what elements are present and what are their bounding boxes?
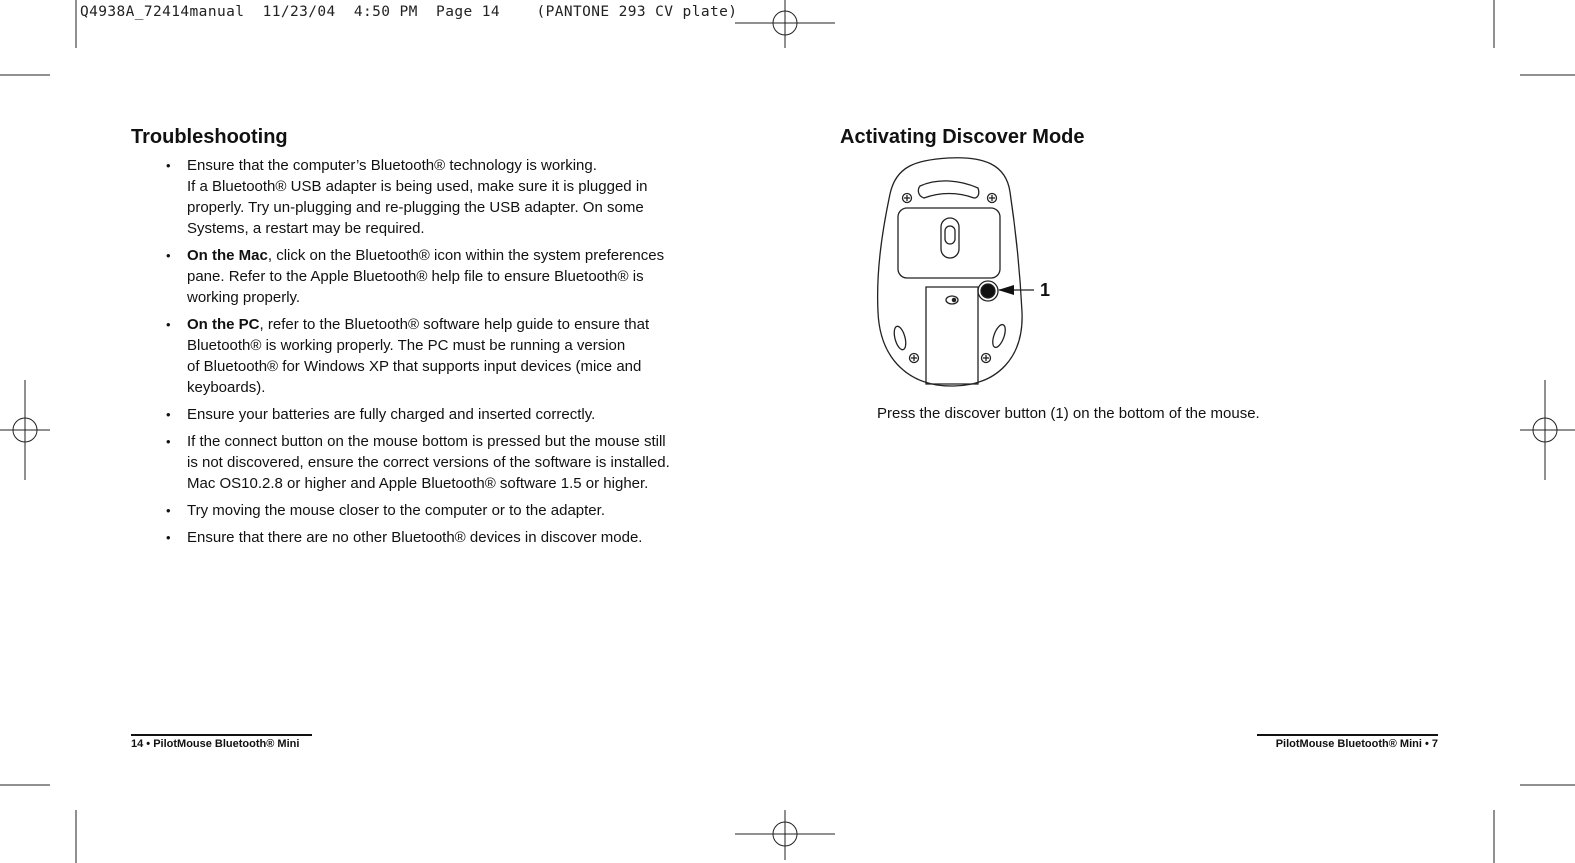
list-item-line: • Ensure that there are no other Bluetooth® devices in discover mode.	[187, 529, 643, 546]
callout-number: 1	[1040, 280, 1051, 300]
list-item	[166, 245, 711, 308]
list-item-line: Systems, a restart may be required.	[187, 220, 425, 237]
screw-icon	[982, 354, 991, 363]
list-item	[166, 500, 711, 521]
discover-button	[981, 284, 995, 298]
mouse-foot	[892, 325, 908, 351]
print-slug-line: Q4938A_72414manual 11/23/04 4:50 PM Page 14 (PANTONE 293 CV plate)	[80, 4, 738, 20]
list-item-bold-lead: On the PC	[187, 316, 260, 333]
list-item-line: • If the connect button on the mouse bottom is pressed but the mouse still	[187, 433, 666, 450]
list-item-bold-lead: On the Mac	[187, 247, 268, 264]
discover-caption: Press the discover button (1) on the bottom of the mouse.	[877, 405, 1260, 422]
list-item-line: , click on the Bluetooth® icon within the system preferences	[267, 247, 665, 264]
list-item-line: • Try moving the mouse closer to the computer or to the adapter.	[187, 502, 605, 519]
list-item	[166, 527, 711, 548]
footer-left: 14 • PilotMouse Bluetooth® Mini	[131, 734, 312, 750]
list-item-line: of Bluetooth® for Windows XP that supports input devices (mice and	[187, 358, 642, 375]
list-item-line: working properly.	[187, 289, 301, 306]
top-grip-slot	[918, 181, 978, 198]
list-item-line: Bluetooth® is working properly. The PC must be running a version	[187, 337, 626, 354]
screw-icon	[903, 194, 912, 203]
list-item	[166, 155, 711, 239]
troubleshooting-list	[166, 155, 711, 554]
screw-icon	[988, 194, 997, 203]
list-item	[166, 431, 711, 494]
mouse-body-outline	[878, 158, 1022, 386]
footer-right: PilotMouse Bluetooth® Mini • 7	[1257, 734, 1438, 750]
discover-mode-heading: Activating Discover Mode	[840, 126, 1085, 148]
list-item	[166, 404, 711, 425]
list-item-line: keyboards).	[187, 379, 266, 396]
callout-arrowhead-icon	[998, 285, 1014, 295]
list-item-line: is not discovered, ensure the correct versions of the software is installed.	[187, 454, 670, 471]
list-item-line: • Ensure your batteries are fully charged and inserted correctly.	[187, 406, 596, 423]
mouse-foot	[990, 323, 1008, 349]
mouse-bottom-diagram	[868, 152, 1068, 392]
list-item-line: properly. Try un-plugging and re-plugging the USB adapter. On some	[187, 199, 644, 216]
battery-compartment	[926, 287, 978, 384]
troubleshooting-heading: Troubleshooting	[131, 126, 288, 148]
list-item-line: If a Bluetooth® USB adapter is being used, make sure it is plugged in	[187, 178, 648, 195]
list-item-line: • Ensure that the computer’s Bluetooth® technology is working.	[187, 157, 597, 174]
list-item-line: Mac OS10.2.8 or higher and Apple Bluetooth® software 1.5 or higher.	[187, 475, 649, 492]
list-item	[166, 314, 711, 398]
list-item-line: pane. Refer to the Apple Bluetooth® help file to ensure Bluetooth® is	[187, 268, 644, 285]
screw-icon	[910, 354, 919, 363]
list-item-line: , refer to the Bluetooth® software help guide to ensure that	[259, 316, 650, 333]
